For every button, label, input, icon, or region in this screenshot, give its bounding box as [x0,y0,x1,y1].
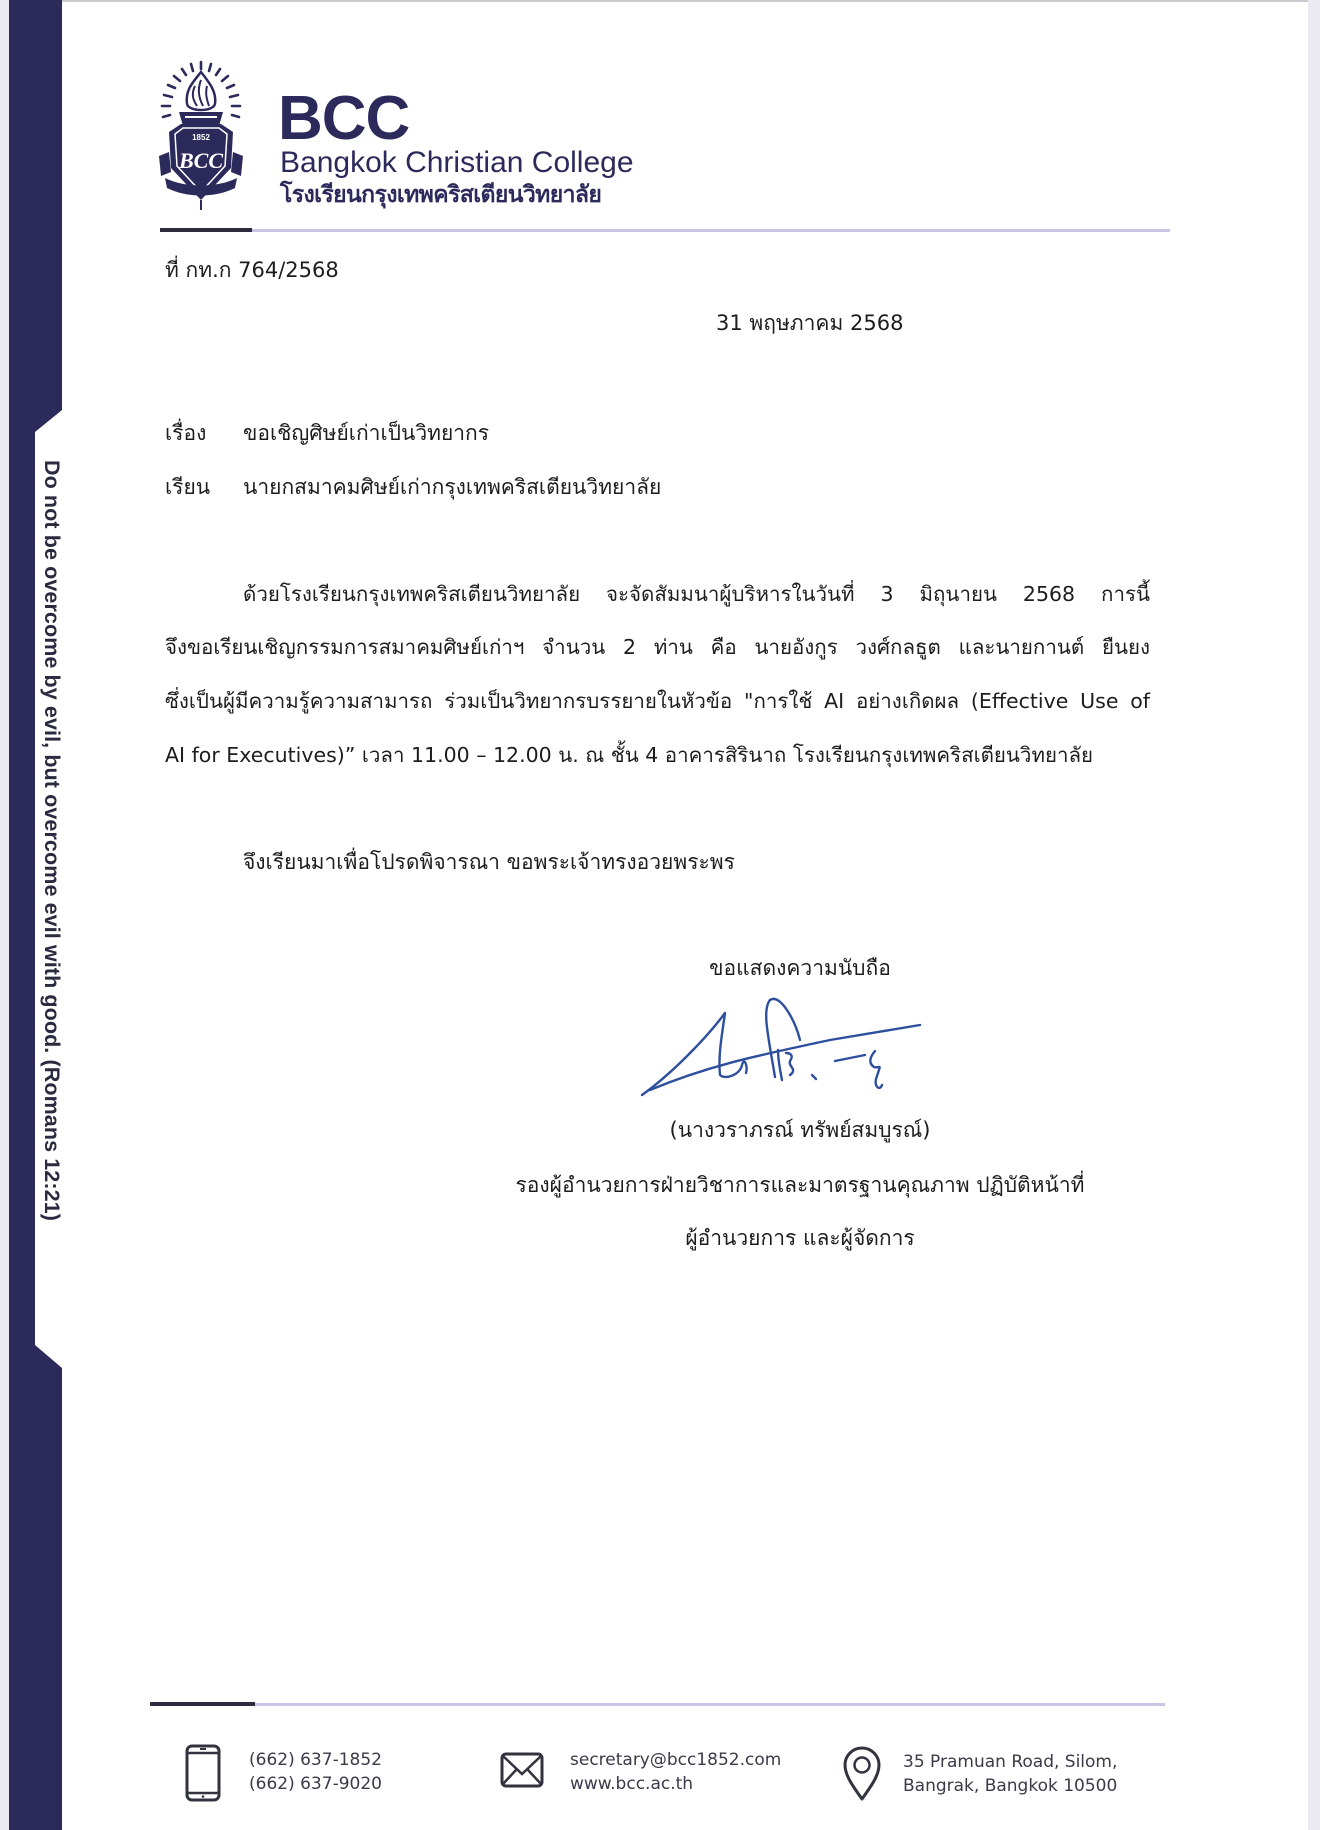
body-line-1: ด้วยโรงเรียนกรุงเทพคริสเตียนวิทยาลัย จะจัดสัมมนาผู้บริหารในวันที่ 3 มิถุนายน 2568 การนี้ [243,582,1150,606]
header-divider [160,228,1170,232]
recipient-label: เรียน [165,475,211,499]
body-line-2: จึงขอเรียนเชิญกรรมการสมาคมศิษย์เก่าฯ จำนวน 2 ท่าน คือ นายอังกูร วงศ์กลธูต และนายกานต์ ยืนยง [165,635,1150,659]
closing-request: จึงเรียนมาเพื่อโปรดพิจารณา ขอพระเจ้าทรงอวยพระพร [243,850,735,874]
subject-label: เรื่อง [165,421,207,445]
reference-number: ที่ กท.ก 764/2568 [165,258,339,282]
svg-text:1852: 1852 [192,133,210,142]
envelope-icon [500,1752,544,1788]
school-crest-logo [155,60,247,212]
signatory-name: (นางวราภรณ์ ทรัพย์สมบูรณ์) [669,1118,931,1142]
sign-off: ขอแสดงความนับถือ [709,956,891,980]
letter-date: 31 พฤษภาคม 2568 [716,311,904,335]
page-top-edge [62,0,1308,2]
signatory-title-line-2: ผู้อำนวยการ และผู้จัดการ [685,1226,915,1250]
brand-name-english: Bangkok Christian College [280,146,634,179]
address-line-2: Bangrak, Bangkok 10500 [903,1776,1118,1796]
sidebar-quote [42,460,66,1330]
email-link[interactable]: secretary@bcc1852.com [570,1750,782,1770]
location-pin-icon [842,1745,882,1801]
address-line-1: 35 Pramuan Road, Silom, [903,1752,1118,1772]
recipient-text: นายกสมาคมศิษย์เก่ากรุงเทพคริสเตียนวิทยาลัย [243,475,662,499]
subject-text: ขอเชิญศิษย์เก่าเป็นวิทยากร [243,421,490,445]
body-line-3: ซึ่งเป็นผู้มีความรู้ความสามารถ ร่วมเป็นวิทยากรบรรยายในหัวข้อ "การใช้ AI อย่างเกิดผล (Effective Use of [165,689,1150,713]
phone-number-2: (662) 637-9020 [249,1774,382,1794]
brand-abbreviation: BCC [278,84,410,153]
svg-text:BCC: BCC [178,148,224,173]
handwritten-signature [630,995,970,1105]
signatory-title-line-1: รองผู้อำนวยการฝ่ายวิชาการและมาตรฐานคุณภาพ ปฏิบัติหน้าที่ [515,1173,1085,1197]
sidebar-quote-text: Do not be overcome by evil, but overcome evil with good. (Romans 12:21) [40,460,64,1221]
brand-name-thai: โรงเรียนกรุงเทพคริสเตียนวิทยาลัย [280,182,602,208]
body-line-4: AI for Executives)” เวลา 11.00 – 12.00 น. ณ ชั้น 4 อาคารสิรินาถ โรงเรียนกรุงเทพคริสเตียนวิทยาลัย [165,743,1094,767]
website-link[interactable]: www.bcc.ac.th [570,1774,694,1794]
phone-icon [185,1744,221,1802]
phone-number-1: (662) 637-1852 [249,1750,382,1770]
footer-divider [150,1702,1165,1706]
